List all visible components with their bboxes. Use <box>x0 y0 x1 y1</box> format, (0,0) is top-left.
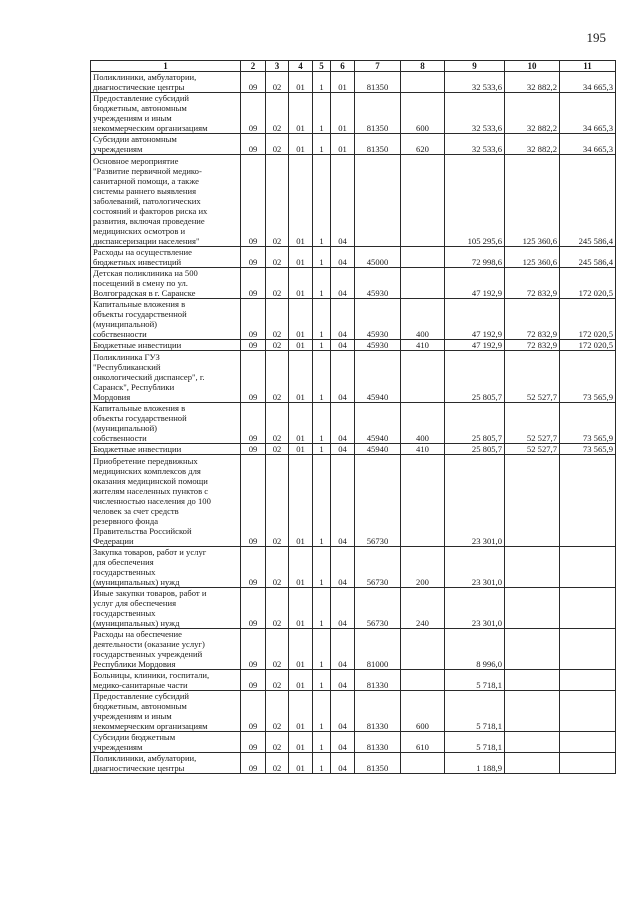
table-row <box>91 403 616 444</box>
cell-code: 01 <box>289 403 313 444</box>
cell-amount: 32 533,6 <box>445 93 505 134</box>
row-label: Предоставление субсидий бюджетным, автономным учреждениям и иным некоммерческим организациям <box>91 691 241 732</box>
cell-code: 81330 <box>355 670 401 691</box>
cell-amount <box>505 455 560 547</box>
cell-code: 45930 <box>355 268 401 299</box>
cell-code: 02 <box>266 351 289 403</box>
cell-code <box>401 629 445 670</box>
cell-code <box>401 351 445 403</box>
cell-code: 02 <box>266 155 289 247</box>
cell-code: 09 <box>241 155 266 247</box>
cell-code: 04 <box>331 268 355 299</box>
cell-amount: 72 832,9 <box>505 340 560 351</box>
cell-code: 1 <box>313 403 331 444</box>
cell-code: 02 <box>266 268 289 299</box>
cell-code: 01 <box>289 268 313 299</box>
cell-code: 02 <box>266 670 289 691</box>
page-number: 195 <box>586 30 606 45</box>
row-label: Приобретение передвижных медицинских комплексов для оказания медицинской помощи жителям населенных пунктов с численностью населения до 100 человек за счет средств резервного фонда Правительства Российской Федерации <box>91 455 241 547</box>
cell-code: 1 <box>313 455 331 547</box>
column-header: 2 <box>241 61 266 72</box>
row-label: Предоставление субсидий бюджетным, автономным учреждениям и иным некоммерческим организациям <box>91 93 241 134</box>
table-row <box>91 93 616 134</box>
cell-amount <box>560 455 616 547</box>
cell-amount: 72 832,9 <box>505 299 560 340</box>
cell-amount: 1 188,9 <box>445 753 505 774</box>
column-header: 1 <box>91 61 241 72</box>
cell-code: 1 <box>313 351 331 403</box>
cell-code: 09 <box>241 72 266 93</box>
cell-code: 04 <box>331 247 355 268</box>
cell-code: 09 <box>241 670 266 691</box>
cell-amount <box>560 753 616 774</box>
cell-code: 1 <box>313 732 331 753</box>
cell-code: 610 <box>401 732 445 753</box>
cell-code: 04 <box>331 629 355 670</box>
cell-amount: 32 882,2 <box>505 134 560 155</box>
table-row <box>91 629 616 670</box>
cell-code: 01 <box>289 732 313 753</box>
cell-code: 04 <box>331 588 355 629</box>
cell-code: 02 <box>266 455 289 547</box>
budget-table <box>90 60 616 774</box>
cell-code: 01 <box>289 134 313 155</box>
row-label: Основное мероприятие "Развитие первичной медико- санитарной помощи, а также системы раннего выявления заболеваний, патологических состояний и факторов риска их развития, включая проведение медицинских осмотров и диспансеризации населения" <box>91 155 241 247</box>
row-label: Капитальные вложения в объекты государственной (муниципальной) собственности <box>91 299 241 340</box>
cell-code: 09 <box>241 732 266 753</box>
cell-code: 02 <box>266 753 289 774</box>
table-row <box>91 247 616 268</box>
cell-amount: 23 301,0 <box>445 455 505 547</box>
cell-code: 1 <box>313 134 331 155</box>
cell-code: 1 <box>313 753 331 774</box>
cell-code: 02 <box>266 732 289 753</box>
cell-code <box>355 155 401 247</box>
cell-amount <box>560 629 616 670</box>
cell-amount: 172 020,5 <box>560 299 616 340</box>
cell-code: 01 <box>289 753 313 774</box>
cell-amount: 47 192,9 <box>445 268 505 299</box>
cell-code: 09 <box>241 247 266 268</box>
table-row <box>91 691 616 732</box>
cell-code: 81350 <box>355 134 401 155</box>
cell-code: 81330 <box>355 691 401 732</box>
cell-amount <box>505 732 560 753</box>
table-row <box>91 155 616 247</box>
cell-code: 02 <box>266 72 289 93</box>
cell-code: 01 <box>289 93 313 134</box>
cell-code: 01 <box>289 247 313 268</box>
column-header: 9 <box>445 61 505 72</box>
table-row <box>91 732 616 753</box>
cell-code: 81350 <box>355 93 401 134</box>
cell-code: 02 <box>266 299 289 340</box>
cell-amount: 23 301,0 <box>445 547 505 588</box>
cell-code: 1 <box>313 670 331 691</box>
cell-code: 02 <box>266 629 289 670</box>
column-header: 4 <box>289 61 313 72</box>
table-row <box>91 455 616 547</box>
cell-code: 04 <box>331 444 355 455</box>
row-label: Капитальные вложения в объекты государственной (муниципальной) собственности <box>91 403 241 444</box>
row-label: Расходы на осуществление бюджетных инвестиций <box>91 247 241 268</box>
cell-amount: 245 586,4 <box>560 247 616 268</box>
cell-amount: 245 586,4 <box>560 155 616 247</box>
row-label: Закупка товаров, работ и услуг для обеспечения государственных (муниципальных) нужд <box>91 547 241 588</box>
cell-code <box>401 455 445 547</box>
cell-code: 1 <box>313 588 331 629</box>
cell-code: 1 <box>313 691 331 732</box>
cell-code: 200 <box>401 547 445 588</box>
row-label: Больницы, клиники, госпитали, медико-санитарные части <box>91 670 241 691</box>
cell-amount <box>505 691 560 732</box>
cell-code: 04 <box>331 691 355 732</box>
cell-amount: 73 565,9 <box>560 403 616 444</box>
cell-code: 01 <box>289 340 313 351</box>
cell-code: 09 <box>241 444 266 455</box>
row-label: Детская поликлиника на 500 посещений в смену по ул. Волгоградская в г. Саранске <box>91 268 241 299</box>
cell-code: 09 <box>241 753 266 774</box>
cell-code: 02 <box>266 691 289 732</box>
cell-code: 01 <box>331 93 355 134</box>
cell-amount: 23 301,0 <box>445 588 505 629</box>
cell-code: 410 <box>401 340 445 351</box>
cell-code: 1 <box>313 444 331 455</box>
cell-code <box>401 247 445 268</box>
cell-amount: 5 718,1 <box>445 691 505 732</box>
cell-code: 09 <box>241 588 266 629</box>
cell-amount: 32 882,2 <box>505 72 560 93</box>
cell-code: 02 <box>266 93 289 134</box>
cell-amount: 105 295,6 <box>445 155 505 247</box>
cell-code: 600 <box>401 691 445 732</box>
cell-amount: 52 527,7 <box>505 444 560 455</box>
table-row <box>91 299 616 340</box>
table-row <box>91 351 616 403</box>
cell-code: 81000 <box>355 629 401 670</box>
cell-code <box>401 155 445 247</box>
cell-amount <box>505 753 560 774</box>
table-row <box>91 268 616 299</box>
cell-code: 02 <box>266 403 289 444</box>
cell-code: 1 <box>313 629 331 670</box>
cell-code: 04 <box>331 547 355 588</box>
cell-amount: 73 565,9 <box>560 444 616 455</box>
cell-code: 09 <box>241 93 266 134</box>
cell-code: 1 <box>313 72 331 93</box>
cell-code: 45930 <box>355 340 401 351</box>
row-label: Поликлиники, амбулатории, диагностические центры <box>91 753 241 774</box>
cell-code: 09 <box>241 351 266 403</box>
column-header: 6 <box>331 61 355 72</box>
cell-amount: 172 020,5 <box>560 268 616 299</box>
cell-code: 01 <box>289 588 313 629</box>
cell-code: 01 <box>289 155 313 247</box>
cell-amount: 52 527,7 <box>505 403 560 444</box>
cell-code: 02 <box>266 134 289 155</box>
cell-code: 81350 <box>355 753 401 774</box>
cell-amount: 125 360,6 <box>505 155 560 247</box>
cell-code <box>401 72 445 93</box>
cell-amount: 32 533,6 <box>445 134 505 155</box>
cell-amount: 47 192,9 <box>445 299 505 340</box>
cell-amount: 52 527,7 <box>505 351 560 403</box>
cell-code: 04 <box>331 732 355 753</box>
cell-code: 09 <box>241 268 266 299</box>
cell-code: 400 <box>401 403 445 444</box>
cell-code: 1 <box>313 247 331 268</box>
cell-code: 01 <box>289 691 313 732</box>
column-header: 11 <box>560 61 616 72</box>
cell-code: 56730 <box>355 455 401 547</box>
cell-amount: 73 565,9 <box>560 351 616 403</box>
cell-code: 01 <box>289 629 313 670</box>
cell-code: 09 <box>241 629 266 670</box>
row-label: Поликлиники, амбулатории, диагностические центры <box>91 72 241 93</box>
cell-amount: 25 805,7 <box>445 403 505 444</box>
cell-code: 1 <box>313 268 331 299</box>
cell-amount <box>505 547 560 588</box>
table-row <box>91 340 616 351</box>
table-row <box>91 753 616 774</box>
cell-code: 09 <box>241 547 266 588</box>
cell-code: 01 <box>331 134 355 155</box>
cell-amount: 72 832,9 <box>505 268 560 299</box>
cell-code: 400 <box>401 299 445 340</box>
table-row <box>91 670 616 691</box>
cell-code: 04 <box>331 670 355 691</box>
cell-amount <box>505 629 560 670</box>
cell-code: 04 <box>331 403 355 444</box>
table-body <box>91 72 616 774</box>
table-row <box>91 444 616 455</box>
cell-code: 04 <box>331 299 355 340</box>
table-row <box>91 134 616 155</box>
cell-amount: 8 996,0 <box>445 629 505 670</box>
cell-amount <box>560 732 616 753</box>
cell-code: 56730 <box>355 588 401 629</box>
cell-code: 01 <box>331 72 355 93</box>
cell-code: 01 <box>289 299 313 340</box>
cell-code <box>401 753 445 774</box>
row-label: Бюджетные инвестиции <box>91 444 241 455</box>
cell-code: 45000 <box>355 247 401 268</box>
cell-code: 81350 <box>355 72 401 93</box>
table-row <box>91 547 616 588</box>
cell-code: 01 <box>289 670 313 691</box>
cell-code: 410 <box>401 444 445 455</box>
cell-code: 02 <box>266 340 289 351</box>
table-header-row <box>91 61 616 72</box>
cell-amount: 34 665,3 <box>560 134 616 155</box>
cell-code: 1 <box>313 93 331 134</box>
cell-amount: 32 533,6 <box>445 72 505 93</box>
cell-code: 09 <box>241 403 266 444</box>
cell-amount <box>560 691 616 732</box>
row-label: Субсидии бюджетным учреждениям <box>91 732 241 753</box>
cell-code <box>401 670 445 691</box>
cell-code: 04 <box>331 351 355 403</box>
row-label: Иные закупки товаров, работ и услуг для обеспечения государственных (муниципальных) нужд <box>91 588 241 629</box>
cell-code: 1 <box>313 155 331 247</box>
table-row <box>91 72 616 93</box>
cell-code: 02 <box>266 247 289 268</box>
cell-code: 01 <box>289 72 313 93</box>
cell-amount <box>560 547 616 588</box>
cell-amount <box>560 670 616 691</box>
cell-code: 01 <box>289 455 313 547</box>
cell-code: 09 <box>241 299 266 340</box>
cell-amount: 25 805,7 <box>445 444 505 455</box>
cell-code: 45940 <box>355 444 401 455</box>
cell-code: 01 <box>289 444 313 455</box>
row-label: Бюджетные инвестиции <box>91 340 241 351</box>
cell-code: 09 <box>241 134 266 155</box>
cell-code: 09 <box>241 455 266 547</box>
column-header: 7 <box>355 61 401 72</box>
cell-code: 620 <box>401 134 445 155</box>
cell-code: 45940 <box>355 403 401 444</box>
cell-code: 02 <box>266 588 289 629</box>
cell-amount <box>560 588 616 629</box>
cell-code: 45930 <box>355 299 401 340</box>
cell-code: 09 <box>241 340 266 351</box>
cell-amount: 25 805,7 <box>445 351 505 403</box>
cell-amount: 34 665,3 <box>560 72 616 93</box>
cell-amount: 5 718,1 <box>445 732 505 753</box>
cell-code: 240 <box>401 588 445 629</box>
cell-amount: 47 192,9 <box>445 340 505 351</box>
cell-code: 09 <box>241 691 266 732</box>
cell-code: 1 <box>313 340 331 351</box>
cell-code: 02 <box>266 444 289 455</box>
row-label: Расходы на обеспечение деятельности (оказание услуг) государственных учреждений Республики Мордовия <box>91 629 241 670</box>
column-header: 8 <box>401 61 445 72</box>
cell-amount: 5 718,1 <box>445 670 505 691</box>
column-header: 10 <box>505 61 560 72</box>
row-label: Субсидии автономным учреждениям <box>91 134 241 155</box>
cell-code: 04 <box>331 753 355 774</box>
cell-amount <box>505 670 560 691</box>
cell-code: 04 <box>331 455 355 547</box>
cell-amount <box>505 588 560 629</box>
cell-code: 01 <box>289 547 313 588</box>
cell-code: 1 <box>313 547 331 588</box>
cell-code: 56730 <box>355 547 401 588</box>
cell-amount: 72 998,6 <box>445 247 505 268</box>
cell-amount: 32 882,2 <box>505 93 560 134</box>
cell-code: 1 <box>313 299 331 340</box>
cell-code: 04 <box>331 340 355 351</box>
cell-code: 600 <box>401 93 445 134</box>
cell-code: 45940 <box>355 351 401 403</box>
cell-code: 01 <box>289 351 313 403</box>
cell-code: 04 <box>331 155 355 247</box>
cell-amount: 172 020,5 <box>560 340 616 351</box>
cell-amount: 125 360,6 <box>505 247 560 268</box>
cell-code <box>401 268 445 299</box>
column-header: 5 <box>313 61 331 72</box>
cell-code: 02 <box>266 547 289 588</box>
cell-code: 81330 <box>355 732 401 753</box>
row-label: Поликлиника ГУЗ "Республиканский онкологический диспансер", г. Саранск", Республики Мордовия <box>91 351 241 403</box>
column-header: 3 <box>266 61 289 72</box>
cell-amount: 34 665,3 <box>560 93 616 134</box>
table-row <box>91 588 616 629</box>
